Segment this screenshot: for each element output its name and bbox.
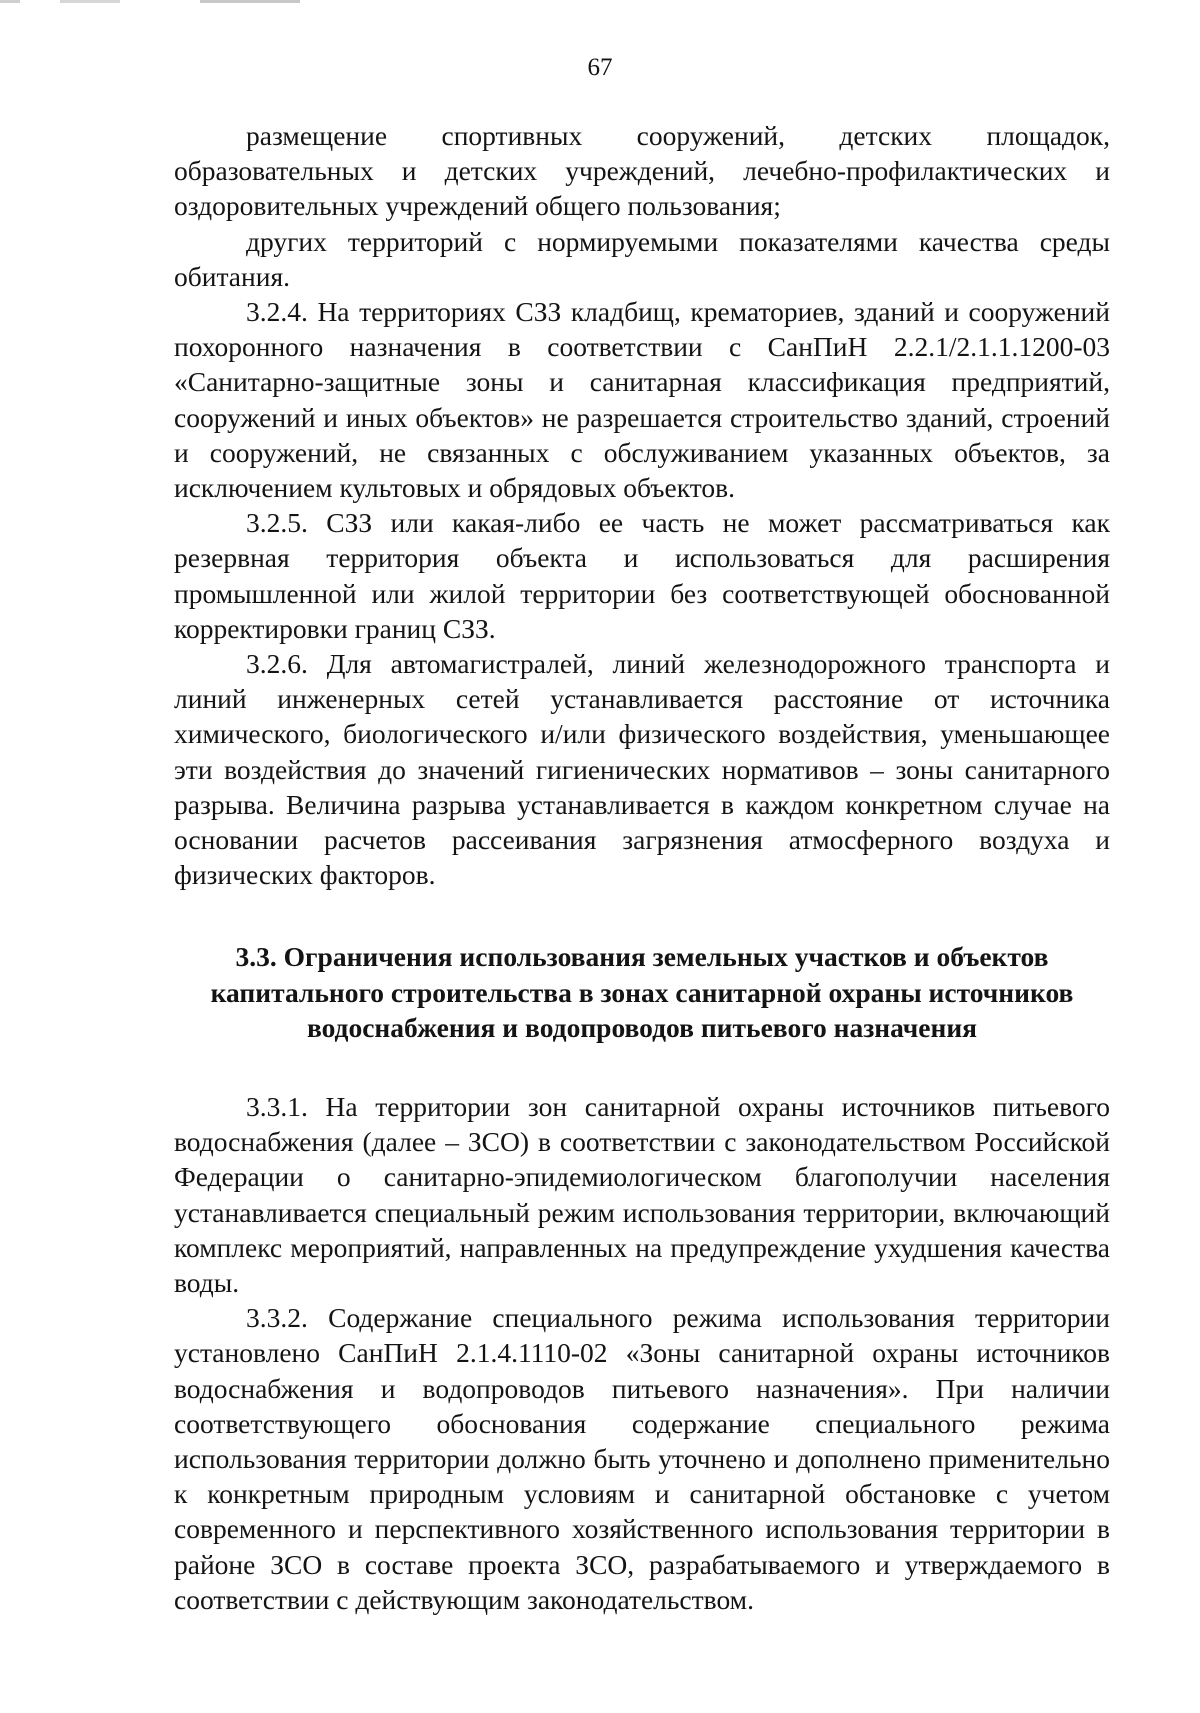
heading-line: водоснабжения и водопроводов питьевого назначения bbox=[306, 1012, 978, 1044]
heading-line: 3.3. Ограничения использования земельных участков и объектов bbox=[235, 941, 1049, 973]
page-number: 67 bbox=[587, 54, 613, 81]
heading-line: капитального строительства в зонах санитарной охраны источников bbox=[210, 976, 1074, 1008]
paragraph-3-2-5: 3.2.5. СЗЗ или какая-либо ее часть не может рассматриваться как резервная территория объекта и использоваться для расширения промышленной или жилой территории без соответствующей обоснованной корректировки границ СЗЗ. bbox=[174, 507, 1110, 644]
paragraph-3-2-4: 3.2.4. На территориях СЗЗ кладбищ, крематориев, зданий и сооружений похоронного назначения в соответствии с СанПиН 2.2.1/2.1.1.1200-03 «Санитарно-защитные зоны и санитарная классификация предприятий, сооружений и иных объектов» не разрешается строительство зданий, строений и сооружений, не связанных с обслуживанием указанных объектов, за исключением культовых и обрядовых объектов. bbox=[174, 296, 1110, 504]
paragraph-other-territories: других территорий с нормируемыми показателями качества среды обитания. bbox=[174, 225, 1110, 292]
section-heading-3-3 bbox=[174, 939, 1110, 1046]
paragraph-3-3-2: 3.3.2. Содержание специального режима использования территории установлено СанПиН 2.1.4.1110-02 «Зоны санитарной охраны источников водоснабжения и водопроводов питьевого назначения». При наличии соответствующего обоснования содержание специального режима использования территории должно быть уточнено и дополнено применительно к конкретным природным условиям и санитарной обстановке с учетом современного и перспективного хозяйственного использования территории в районе ЗСО в составе проекта ЗСО, разрабатываемого и утверждаемого в соответствии с действующим законодательством. bbox=[174, 1302, 1110, 1615]
paragraph-sports-facilities: размещение спортивных сооружений, детских площадок, образовательных и детских учреждений, лечебно-профилактических и оздоровительных учреждений общего пользования; bbox=[174, 120, 1110, 222]
paragraph-3-2-6: 3.2.6. Для автомагистралей, линий железнодорожного транспорта и линий инженерных сетей устанавливается расстояние от источника химического, биологического и/или физического воздействия, уменьшающее эти воздействия до значений гигиенических нормативов – зоны санитарного разрыва. Величина разрыва устанавливается в каждом конкретном случае на основании расчетов рассеивания загрязнения атмосферного воздуха и физических факторов. bbox=[174, 648, 1110, 891]
document-body bbox=[174, 118, 1110, 1617]
scan-artifact bbox=[0, 0, 300, 3]
paragraph-3-3-1: 3.3.1. На территории зон санитарной охраны источников питьевого водоснабжения (далее – ЗСО) в соответствии с законодательством Российской Федерации о санитарно-эпидемиологическом благополучии населения устанавливается специальный режим использования территории, включающий комплекс мероприятий, направленных на предупреждение ухудшения качества воды. bbox=[174, 1090, 1110, 1298]
